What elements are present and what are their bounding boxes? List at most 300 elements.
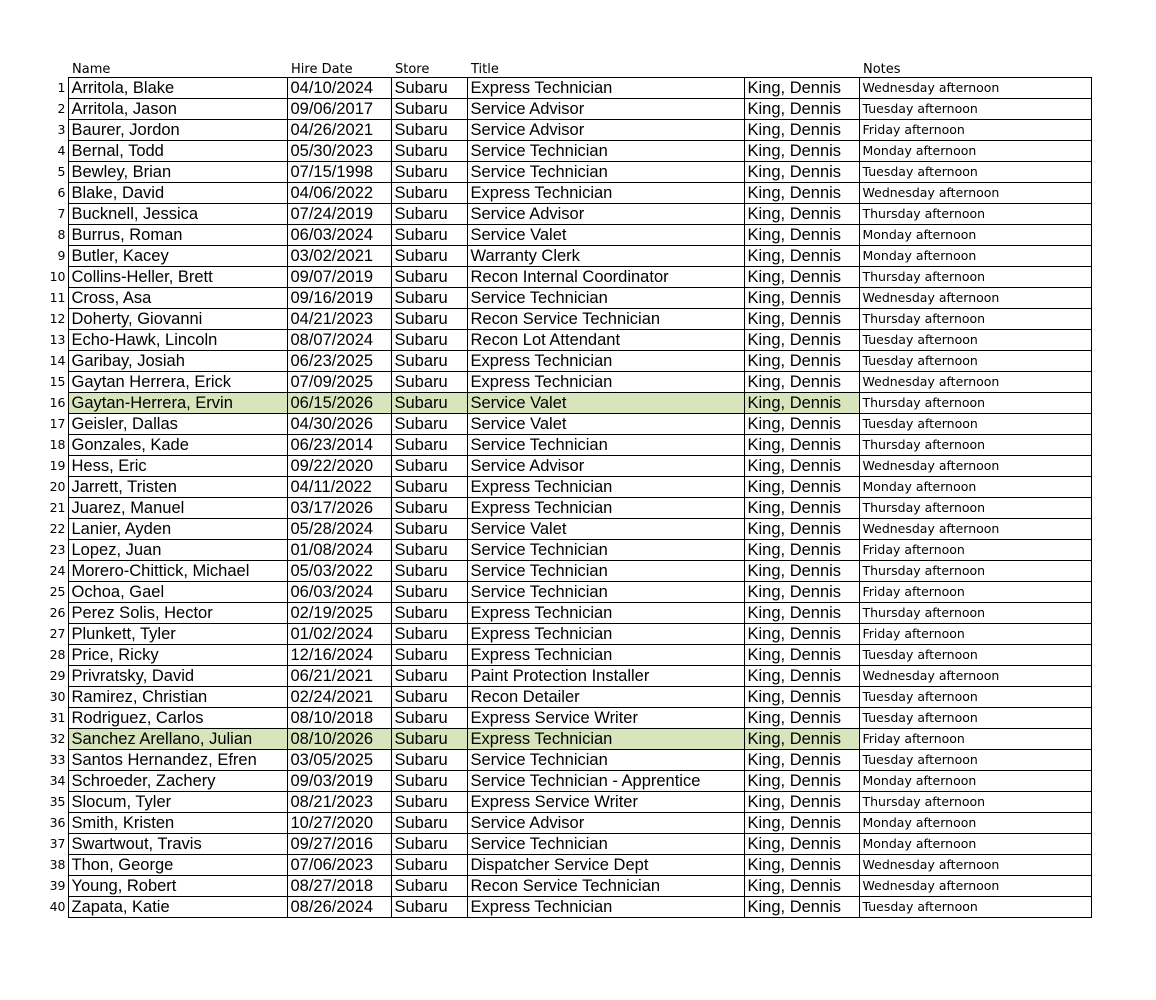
store-cell[interactable]: Subaru <box>391 708 467 729</box>
name-cell[interactable]: Perez Solis, Hector <box>68 603 287 624</box>
store-header: Store <box>395 62 430 77</box>
hire-date-cell[interactable]: 04/06/2022 <box>287 183 391 204</box>
manager-cell[interactable]: King, Dennis <box>744 141 859 162</box>
row-number: 8 <box>57 227 66 242</box>
hire-date-cell[interactable]: 09/27/2016 <box>287 834 391 855</box>
name-cell[interactable]: Swartwout, Travis <box>68 834 287 855</box>
store-cell[interactable]: Subaru <box>391 876 467 897</box>
title-cell[interactable]: Service Technician <box>467 561 744 582</box>
manager-cell[interactable]: King, Dennis <box>744 162 859 183</box>
row-number: 22 <box>49 521 66 536</box>
row-number: 23 <box>49 542 66 557</box>
title-cell[interactable]: Service Technician <box>467 288 744 309</box>
row-number: 33 <box>49 752 66 767</box>
hire-date-cell[interactable]: 06/23/2025 <box>287 351 391 372</box>
name-cell[interactable]: Jarrett, Tristen <box>68 477 287 498</box>
notes-cell[interactable]: Monday afternoon <box>859 477 1091 498</box>
manager-cell[interactable]: King, Dennis <box>744 666 859 687</box>
hire-date-cell[interactable]: 09/07/2019 <box>287 267 391 288</box>
store-cell[interactable]: Subaru <box>391 120 467 141</box>
manager-cell[interactable]: King, Dennis <box>744 897 859 918</box>
notes-cell[interactable]: Monday afternoon <box>859 141 1091 162</box>
title-cell[interactable]: Service Valet <box>467 519 744 540</box>
store-cell[interactable]: Subaru <box>391 792 467 813</box>
table-row <box>40 624 1091 645</box>
name-cell[interactable]: Doherty, Giovanni <box>68 309 287 330</box>
manager-cell[interactable]: King, Dennis <box>744 813 859 834</box>
notes-cell[interactable]: Wednesday afternoon <box>859 78 1091 99</box>
manager-header <box>744 60 859 78</box>
store-cell[interactable]: Subaru <box>391 225 467 246</box>
title-cell[interactable]: Express Technician <box>467 603 744 624</box>
manager-cell[interactable]: King, Dennis <box>744 687 859 708</box>
row-number: 15 <box>49 374 66 389</box>
notes-cell[interactable]: Wednesday afternoon <box>859 183 1091 204</box>
title-cell[interactable]: Service Technician <box>467 540 744 561</box>
row-number: 24 <box>49 563 66 578</box>
name-cell[interactable]: Bewley, Brian <box>68 162 287 183</box>
manager-cell[interactable]: King, Dennis <box>744 393 859 414</box>
manager-cell[interactable]: King, Dennis <box>744 708 859 729</box>
notes-cell[interactable]: Tuesday afternoon <box>859 99 1091 120</box>
notes-cell[interactable]: Thursday afternoon <box>859 435 1091 456</box>
hire-date-cell[interactable]: 07/09/2025 <box>287 372 391 393</box>
table-row <box>40 708 1091 729</box>
table-row <box>40 645 1091 666</box>
store-cell[interactable]: Subaru <box>391 603 467 624</box>
notes-cell[interactable]: Tuesday afternoon <box>859 687 1091 708</box>
title-cell[interactable]: Warranty Clerk <box>467 246 744 267</box>
name-cell[interactable]: Thon, George <box>68 855 287 876</box>
hire-date-cell[interactable]: 02/19/2025 <box>287 603 391 624</box>
notes-cell[interactable]: Monday afternoon <box>859 771 1091 792</box>
notes-cell[interactable]: Thursday afternoon <box>859 792 1091 813</box>
manager-cell[interactable]: King, Dennis <box>744 582 859 603</box>
table-row <box>40 414 1091 435</box>
table-row <box>40 393 1091 414</box>
title-cell[interactable]: Service Valet <box>467 393 744 414</box>
row-number: 40 <box>49 899 66 914</box>
name-cell[interactable]: Price, Ricky <box>68 645 287 666</box>
row-number: 5 <box>57 164 66 179</box>
hire-date-cell[interactable]: 01/02/2024 <box>287 624 391 645</box>
manager-cell[interactable]: King, Dennis <box>744 267 859 288</box>
notes-cell[interactable]: Tuesday afternoon <box>859 645 1091 666</box>
row-number: 7 <box>57 206 66 221</box>
notes-cell[interactable]: Monday afternoon <box>859 813 1091 834</box>
title-cell[interactable]: Service Technician <box>467 834 744 855</box>
store-cell[interactable]: Subaru <box>391 351 467 372</box>
manager-cell[interactable]: King, Dennis <box>744 624 859 645</box>
notes-cell[interactable]: Wednesday afternoon <box>859 372 1091 393</box>
manager-cell[interactable]: King, Dennis <box>744 288 859 309</box>
title-cell[interactable]: Express Technician <box>467 897 744 918</box>
notes-cell[interactable]: Tuesday afternoon <box>859 708 1091 729</box>
name-cell[interactable]: Hess, Eric <box>68 456 287 477</box>
notes-cell[interactable]: Tuesday afternoon <box>859 330 1091 351</box>
store-cell[interactable]: Subaru <box>391 309 467 330</box>
notes-cell[interactable]: Friday afternoon <box>859 624 1091 645</box>
notes-cell[interactable]: Tuesday afternoon <box>859 414 1091 435</box>
table-row <box>40 540 1091 561</box>
name-cell[interactable]: Schroeder, Zachery <box>68 771 287 792</box>
store-cell[interactable]: Subaru <box>391 897 467 918</box>
hire-date-cell[interactable]: 03/17/2026 <box>287 498 391 519</box>
title-cell[interactable]: Service Advisor <box>467 813 744 834</box>
notes-cell[interactable]: Friday afternoon <box>859 729 1091 750</box>
store-cell[interactable]: Subaru <box>391 855 467 876</box>
manager-cell[interactable]: King, Dennis <box>744 435 859 456</box>
title-cell[interactable]: Recon Lot Attendant <box>467 330 744 351</box>
notes-cell[interactable]: Wednesday afternoon <box>859 876 1091 897</box>
title-cell[interactable]: Service Advisor <box>467 456 744 477</box>
hire-date-cell[interactable]: 05/30/2023 <box>287 141 391 162</box>
name-cell[interactable]: Plunkett, Tyler <box>68 624 287 645</box>
title-cell[interactable]: Recon Service Technician <box>467 309 744 330</box>
table-row <box>40 456 1091 477</box>
store-cell[interactable]: Subaru <box>391 834 467 855</box>
title-cell[interactable]: Express Technician <box>467 498 744 519</box>
manager-cell[interactable]: King, Dennis <box>744 792 859 813</box>
notes-cell[interactable]: Wednesday afternoon <box>859 666 1091 687</box>
name-cell[interactable]: Slocum, Tyler <box>68 792 287 813</box>
name-cell[interactable]: Gaytan Herrera, Erick <box>68 372 287 393</box>
manager-cell[interactable]: King, Dennis <box>744 750 859 771</box>
notes-cell[interactable]: Tuesday afternoon <box>859 897 1091 918</box>
hire-date-cell[interactable]: 06/03/2024 <box>287 225 391 246</box>
store-cell[interactable]: Subaru <box>391 288 467 309</box>
title-cell[interactable]: Express Technician <box>467 477 744 498</box>
title-cell[interactable]: Express Technician <box>467 645 744 666</box>
row-number-header <box>40 60 68 78</box>
hire-date-cell[interactable]: 08/10/2026 <box>287 729 391 750</box>
name-cell[interactable]: Baurer, Jordon <box>68 120 287 141</box>
store-cell[interactable]: Subaru <box>391 687 467 708</box>
hire-date-cell[interactable]: 05/28/2024 <box>287 519 391 540</box>
name-cell[interactable]: Juarez, Manuel <box>68 498 287 519</box>
notes-cell[interactable]: Thursday afternoon <box>859 267 1091 288</box>
name-cell[interactable]: Garibay, Josiah <box>68 351 287 372</box>
title-cell[interactable]: Service Advisor <box>467 120 744 141</box>
table-row <box>40 498 1091 519</box>
manager-cell[interactable]: King, Dennis <box>744 225 859 246</box>
store-cell[interactable]: Subaru <box>391 624 467 645</box>
store-cell[interactable]: Subaru <box>391 414 467 435</box>
name-cell[interactable]: Privratsky, David <box>68 666 287 687</box>
row-number: 38 <box>49 857 66 872</box>
manager-cell[interactable]: King, Dennis <box>744 876 859 897</box>
notes-cell[interactable]: Tuesday afternoon <box>859 750 1091 771</box>
table-row <box>40 519 1091 540</box>
hire-date-cell[interactable]: 12/16/2024 <box>287 645 391 666</box>
title-cell[interactable]: Express Technician <box>467 78 744 99</box>
manager-cell[interactable]: King, Dennis <box>744 855 859 876</box>
name-cell[interactable]: Smith, Kristen <box>68 813 287 834</box>
store-cell[interactable]: Subaru <box>391 519 467 540</box>
manager-cell[interactable]: King, Dennis <box>744 99 859 120</box>
store-cell[interactable]: Subaru <box>391 183 467 204</box>
table-row <box>40 141 1091 162</box>
hire-date-cell[interactable]: 07/06/2023 <box>287 855 391 876</box>
notes-cell[interactable]: Wednesday afternoon <box>859 456 1091 477</box>
manager-cell[interactable]: King, Dennis <box>744 729 859 750</box>
manager-cell[interactable]: King, Dennis <box>744 330 859 351</box>
table-row <box>40 477 1091 498</box>
hire-date-cell[interactable]: 04/11/2022 <box>287 477 391 498</box>
name-cell[interactable]: Arritola, Jason <box>68 99 287 120</box>
name-cell[interactable]: Rodriguez, Carlos <box>68 708 287 729</box>
name-cell[interactable]: Butler, Kacey <box>68 246 287 267</box>
title-cell[interactable]: Express Technician <box>467 183 744 204</box>
hire-date-header: Hire Date <box>291 62 353 77</box>
table-row <box>40 330 1091 351</box>
name-cell[interactable]: Sanchez Arellano, Julian <box>68 729 287 750</box>
notes-cell[interactable]: Thursday afternoon <box>859 561 1091 582</box>
name-cell[interactable]: Bernal, Todd <box>68 141 287 162</box>
title-cell[interactable]: Service Technician <box>467 582 744 603</box>
manager-cell[interactable]: King, Dennis <box>744 120 859 141</box>
store-cell[interactable]: Subaru <box>391 561 467 582</box>
title-cell[interactable]: Service Technician - Apprentice <box>467 771 744 792</box>
notes-cell[interactable]: Thursday afternoon <box>859 498 1091 519</box>
notes-cell[interactable]: Wednesday afternoon <box>859 855 1091 876</box>
row-number: 9 <box>57 248 66 263</box>
store-cell[interactable]: Subaru <box>391 750 467 771</box>
manager-cell[interactable]: King, Dennis <box>744 603 859 624</box>
row-number: 39 <box>49 878 66 893</box>
row-number: 10 <box>49 269 66 284</box>
manager-cell[interactable]: King, Dennis <box>744 561 859 582</box>
row-number: 37 <box>49 836 66 851</box>
title-cell[interactable]: Express Service Writer <box>467 792 744 813</box>
name-cell[interactable]: Lopez, Juan <box>68 540 287 561</box>
manager-cell[interactable]: King, Dennis <box>744 519 859 540</box>
notes-cell[interactable]: Wednesday afternoon <box>859 288 1091 309</box>
manager-cell[interactable]: King, Dennis <box>744 78 859 99</box>
store-cell[interactable]: Subaru <box>391 78 467 99</box>
notes-cell[interactable]: Monday afternoon <box>859 225 1091 246</box>
hire-date-cell[interactable]: 08/10/2018 <box>287 708 391 729</box>
manager-cell[interactable]: King, Dennis <box>744 372 859 393</box>
name-cell[interactable]: Ochoa, Gael <box>68 582 287 603</box>
title-cell[interactable]: Service Technician <box>467 162 744 183</box>
row-number: 6 <box>57 185 66 200</box>
hire-date-cell[interactable]: 04/21/2023 <box>287 309 391 330</box>
manager-cell[interactable]: King, Dennis <box>744 477 859 498</box>
manager-cell[interactable]: King, Dennis <box>744 309 859 330</box>
store-cell[interactable]: Subaru <box>391 813 467 834</box>
notes-cell[interactable]: Friday afternoon <box>859 120 1091 141</box>
table-row <box>40 183 1091 204</box>
store-cell[interactable]: Subaru <box>391 666 467 687</box>
row-number: 21 <box>49 500 66 515</box>
store-cell[interactable]: Subaru <box>391 204 467 225</box>
store-cell[interactable]: Subaru <box>391 540 467 561</box>
table-row <box>40 771 1091 792</box>
hire-date-cell[interactable]: 03/02/2021 <box>287 246 391 267</box>
hire-date-cell[interactable]: 09/16/2019 <box>287 288 391 309</box>
hire-date-cell[interactable]: 01/08/2024 <box>287 540 391 561</box>
store-cell[interactable]: Subaru <box>391 729 467 750</box>
name-cell[interactable]: Bucknell, Jessica <box>68 204 287 225</box>
store-cell[interactable]: Subaru <box>391 393 467 414</box>
table-row <box>40 246 1091 267</box>
manager-cell[interactable]: King, Dennis <box>744 498 859 519</box>
hire-date-cell[interactable]: 09/06/2017 <box>287 99 391 120</box>
name-cell[interactable]: Morero-Chittick, Michael <box>68 561 287 582</box>
notes-cell[interactable]: Friday afternoon <box>859 540 1091 561</box>
table-row <box>40 435 1091 456</box>
hire-date-cell[interactable]: 05/03/2022 <box>287 561 391 582</box>
hire-date-cell[interactable]: 09/03/2019 <box>287 771 391 792</box>
hire-date-cell[interactable]: 06/15/2026 <box>287 393 391 414</box>
store-cell[interactable]: Subaru <box>391 498 467 519</box>
row-number: 28 <box>49 647 66 662</box>
hire-date-cell[interactable]: 09/22/2020 <box>287 456 391 477</box>
hire-date-cell[interactable]: 06/21/2021 <box>287 666 391 687</box>
store-cell[interactable]: Subaru <box>391 330 467 351</box>
name-cell[interactable]: Arritola, Blake <box>68 78 287 99</box>
store-cell[interactable]: Subaru <box>391 477 467 498</box>
manager-cell[interactable]: King, Dennis <box>744 183 859 204</box>
row-number: 29 <box>49 668 66 683</box>
employee-table <box>40 60 1092 918</box>
table-row <box>40 309 1091 330</box>
store-cell[interactable]: Subaru <box>391 372 467 393</box>
table-row <box>40 351 1091 372</box>
store-cell[interactable]: Subaru <box>391 141 467 162</box>
title-cell[interactable]: Service Technician <box>467 435 744 456</box>
row-number: 36 <box>49 815 66 830</box>
table-row <box>40 162 1091 183</box>
row-number: 31 <box>49 710 66 725</box>
title-cell[interactable]: Express Technician <box>467 372 744 393</box>
title-cell[interactable]: Express Technician <box>467 624 744 645</box>
manager-cell[interactable]: King, Dennis <box>744 246 859 267</box>
store-cell[interactable]: Subaru <box>391 99 467 120</box>
title-cell[interactable]: Recon Detailer <box>467 687 744 708</box>
title-cell[interactable]: Service Advisor <box>467 99 744 120</box>
row-number: 12 <box>49 311 66 326</box>
table-row <box>40 582 1091 603</box>
hire-date-cell[interactable]: 10/27/2020 <box>287 813 391 834</box>
name-cell[interactable]: Santos Hernandez, Efren <box>68 750 287 771</box>
table-row <box>40 897 1091 918</box>
manager-cell[interactable]: King, Dennis <box>744 414 859 435</box>
notes-header: Notes <box>863 62 901 77</box>
hire-date-cell[interactable]: 06/03/2024 <box>287 582 391 603</box>
manager-cell[interactable]: King, Dennis <box>744 645 859 666</box>
name-cell[interactable]: Young, Robert <box>68 876 287 897</box>
hire-date-cell[interactable]: 08/26/2024 <box>287 897 391 918</box>
hire-date-cell[interactable]: 04/10/2024 <box>287 78 391 99</box>
store-cell[interactable]: Subaru <box>391 267 467 288</box>
store-cell[interactable]: Subaru <box>391 582 467 603</box>
title-cell[interactable]: Service Technician <box>467 141 744 162</box>
name-cell[interactable]: Gaytan-Herrera, Ervin <box>68 393 287 414</box>
store-cell[interactable]: Subaru <box>391 162 467 183</box>
manager-cell[interactable]: King, Dennis <box>744 204 859 225</box>
hire-date-cell[interactable]: 04/26/2021 <box>287 120 391 141</box>
table-row <box>40 225 1091 246</box>
table-row <box>40 372 1091 393</box>
title-cell[interactable]: Express Technician <box>467 729 744 750</box>
title-cell[interactable]: Dispatcher Service Dept <box>467 855 744 876</box>
hire-date-cell[interactable]: 03/05/2025 <box>287 750 391 771</box>
table-row <box>40 99 1091 120</box>
name-cell[interactable]: Blake, David <box>68 183 287 204</box>
title-cell[interactable]: Service Valet <box>467 225 744 246</box>
title-cell[interactable]: Recon Internal Coordinator <box>467 267 744 288</box>
hire-date-cell[interactable]: 07/15/1998 <box>287 162 391 183</box>
name-cell[interactable]: Cross, Asa <box>68 288 287 309</box>
name-cell[interactable]: Zapata, Katie <box>68 897 287 918</box>
name-cell[interactable]: Ramirez, Christian <box>68 687 287 708</box>
row-number: 4 <box>57 143 66 158</box>
notes-cell[interactable]: Tuesday afternoon <box>859 351 1091 372</box>
hire-date-cell[interactable]: 06/23/2014 <box>287 435 391 456</box>
store-cell[interactable]: Subaru <box>391 246 467 267</box>
name-cell[interactable]: Burrus, Roman <box>68 225 287 246</box>
hire-date-cell[interactable]: 04/30/2026 <box>287 414 391 435</box>
store-cell[interactable]: Subaru <box>391 645 467 666</box>
row-number: 11 <box>49 290 66 305</box>
notes-cell[interactable]: Tuesday afternoon <box>859 162 1091 183</box>
manager-cell[interactable]: King, Dennis <box>744 834 859 855</box>
table-row <box>40 120 1091 141</box>
table-row <box>40 729 1091 750</box>
table-row <box>40 78 1091 99</box>
manager-cell[interactable]: King, Dennis <box>744 456 859 477</box>
name-cell[interactable]: Echo-Hawk, Lincoln <box>68 330 287 351</box>
manager-cell[interactable]: King, Dennis <box>744 771 859 792</box>
store-cell[interactable]: Subaru <box>391 435 467 456</box>
notes-cell[interactable]: Monday afternoon <box>859 834 1091 855</box>
title-cell[interactable]: Paint Protection Installer <box>467 666 744 687</box>
hire-date-cell[interactable]: 07/24/2019 <box>287 204 391 225</box>
row-number: 20 <box>49 479 66 494</box>
title-cell[interactable]: Service Advisor <box>467 204 744 225</box>
hire-date-cell[interactable]: 08/27/2018 <box>287 876 391 897</box>
employee-sheet <box>40 60 1092 918</box>
store-cell[interactable]: Subaru <box>391 771 467 792</box>
notes-cell[interactable]: Wednesday afternoon <box>859 519 1091 540</box>
notes-cell[interactable]: Friday afternoon <box>859 582 1091 603</box>
notes-cell[interactable]: Monday afternoon <box>859 246 1091 267</box>
title-cell[interactable]: Recon Service Technician <box>467 876 744 897</box>
hire-date-cell[interactable]: 08/07/2024 <box>287 330 391 351</box>
name-cell[interactable]: Geisler, Dallas <box>68 414 287 435</box>
name-cell[interactable]: Collins-Heller, Brett <box>68 267 287 288</box>
title-cell[interactable]: Service Technician <box>467 750 744 771</box>
name-cell[interactable]: Lanier, Ayden <box>68 519 287 540</box>
store-cell[interactable]: Subaru <box>391 456 467 477</box>
notes-cell[interactable]: Thursday afternoon <box>859 603 1091 624</box>
name-cell[interactable]: Gonzales, Kade <box>68 435 287 456</box>
notes-cell[interactable]: Thursday afternoon <box>859 204 1091 225</box>
hire-date-cell[interactable]: 08/21/2023 <box>287 792 391 813</box>
title-cell[interactable]: Express Service Writer <box>467 708 744 729</box>
notes-cell[interactable]: Thursday afternoon <box>859 309 1091 330</box>
notes-cell[interactable]: Thursday afternoon <box>859 393 1091 414</box>
table-row <box>40 288 1091 309</box>
manager-cell[interactable]: King, Dennis <box>744 351 859 372</box>
table-row <box>40 813 1091 834</box>
hire-date-cell[interactable]: 02/24/2021 <box>287 687 391 708</box>
title-cell[interactable]: Service Valet <box>467 414 744 435</box>
manager-cell[interactable]: King, Dennis <box>744 540 859 561</box>
title-cell[interactable]: Express Technician <box>467 351 744 372</box>
